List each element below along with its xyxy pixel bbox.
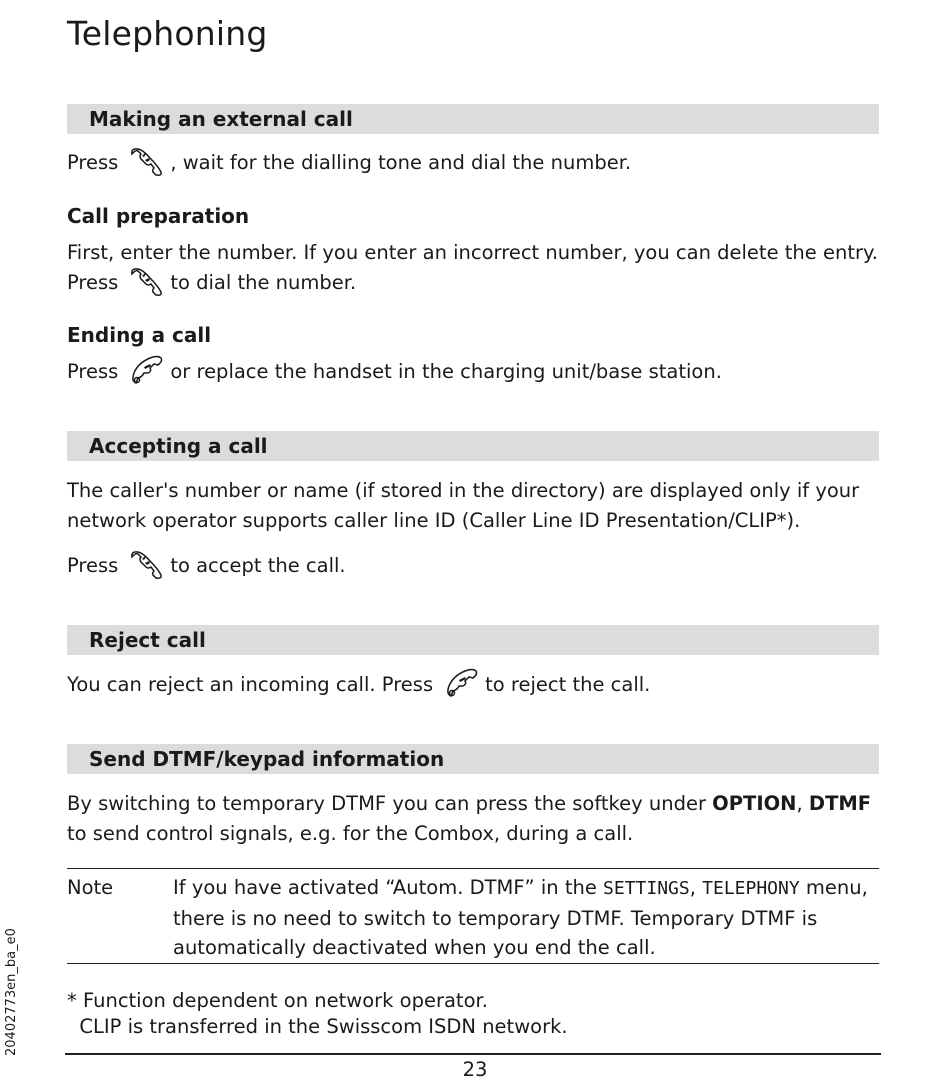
call-preparation-line2 <box>67 268 882 298</box>
note-top-rule <box>67 868 879 869</box>
reject-call-text-after: to reject the call. <box>485 673 651 696</box>
press-text: Press <box>67 554 119 577</box>
footer-rule <box>65 1053 881 1055</box>
subheading-call-preparation: Call preparation <box>67 204 250 228</box>
footnote-line1: * Function dependent on network operator. <box>67 989 488 1012</box>
note-text <box>173 873 879 963</box>
footnote <box>67 988 568 1040</box>
reject-call-instruction <box>67 670 882 700</box>
dtmf-text-b: to send control signals, e.g. for the Combox, during a call. <box>67 822 634 845</box>
dtmf-text-a: By switching to temporary DTMF you can press the softkey under <box>67 792 713 815</box>
call-accept-handset-icon <box>128 264 166 298</box>
accepting-call-instruction <box>67 551 882 581</box>
note-label: Note <box>67 876 114 899</box>
section-heading-external-call: Making an external call <box>67 104 879 134</box>
option-softkey-label: OPTION <box>712 792 797 815</box>
call-accept-handset-icon <box>128 547 166 581</box>
page-title: Telephoning <box>67 14 268 53</box>
external-call-text: , wait for the dialling tone and dial the number. <box>170 151 632 174</box>
dtmf-description <box>67 789 882 849</box>
note-text-b: menu, there is no need to switch to temporary DTMF. Temporary DTMF is automatically deactivated when you end the call. <box>173 876 868 959</box>
dtmf-comma: , <box>796 792 809 815</box>
call-preparation-line1: First, enter the number. If you enter an incorrect number, you can delete the entry. <box>67 241 878 264</box>
section-heading-reject-call: Reject call <box>67 625 879 655</box>
ending-call-text: or replace the handset in the charging unit/base station. <box>170 360 722 383</box>
external-call-instruction <box>67 148 882 178</box>
press-text: Press <box>67 360 119 383</box>
accepting-call-description: The caller's number or name (if stored in the directory) are displayed only if your network operator supports caller line ID (Caller Line ID Presentation/CLIP*). <box>67 479 860 532</box>
note-bottom-rule <box>67 963 879 964</box>
section-heading-send-dtmf: Send DTMF/keypad information <box>67 744 879 774</box>
end-call-handset-icon <box>443 666 481 700</box>
section-heading-accepting-call: Accepting a call <box>67 431 879 461</box>
note-comma: , <box>689 876 703 899</box>
press-text: Press <box>67 271 119 294</box>
footnote-line2: CLIP is transferred in the Swisscom ISDN network. <box>67 1015 568 1038</box>
reject-call-text-before: You can reject an incoming call. Press <box>67 673 434 696</box>
end-call-handset-icon <box>128 353 166 387</box>
call-accept-handset-icon <box>128 144 166 178</box>
press-text: Press <box>67 151 119 174</box>
subheading-ending-call: Ending a call <box>67 323 212 347</box>
telephony-menu-label: TELEPHONY <box>702 878 800 899</box>
settings-menu-label: SETTINGS <box>603 878 690 899</box>
dtmf-softkey-label: DTMF <box>808 792 872 815</box>
call-preparation-text: to dial the number. <box>170 271 357 294</box>
note-text-a: If you have activated “Autom. DTMF” in the <box>173 876 604 899</box>
ending-call-instruction <box>67 357 882 387</box>
document-code: 20402773en_ba_e0 <box>4 928 19 1056</box>
page-number: 23 <box>462 1058 488 1081</box>
accepting-call-text: to accept the call. <box>170 554 346 577</box>
